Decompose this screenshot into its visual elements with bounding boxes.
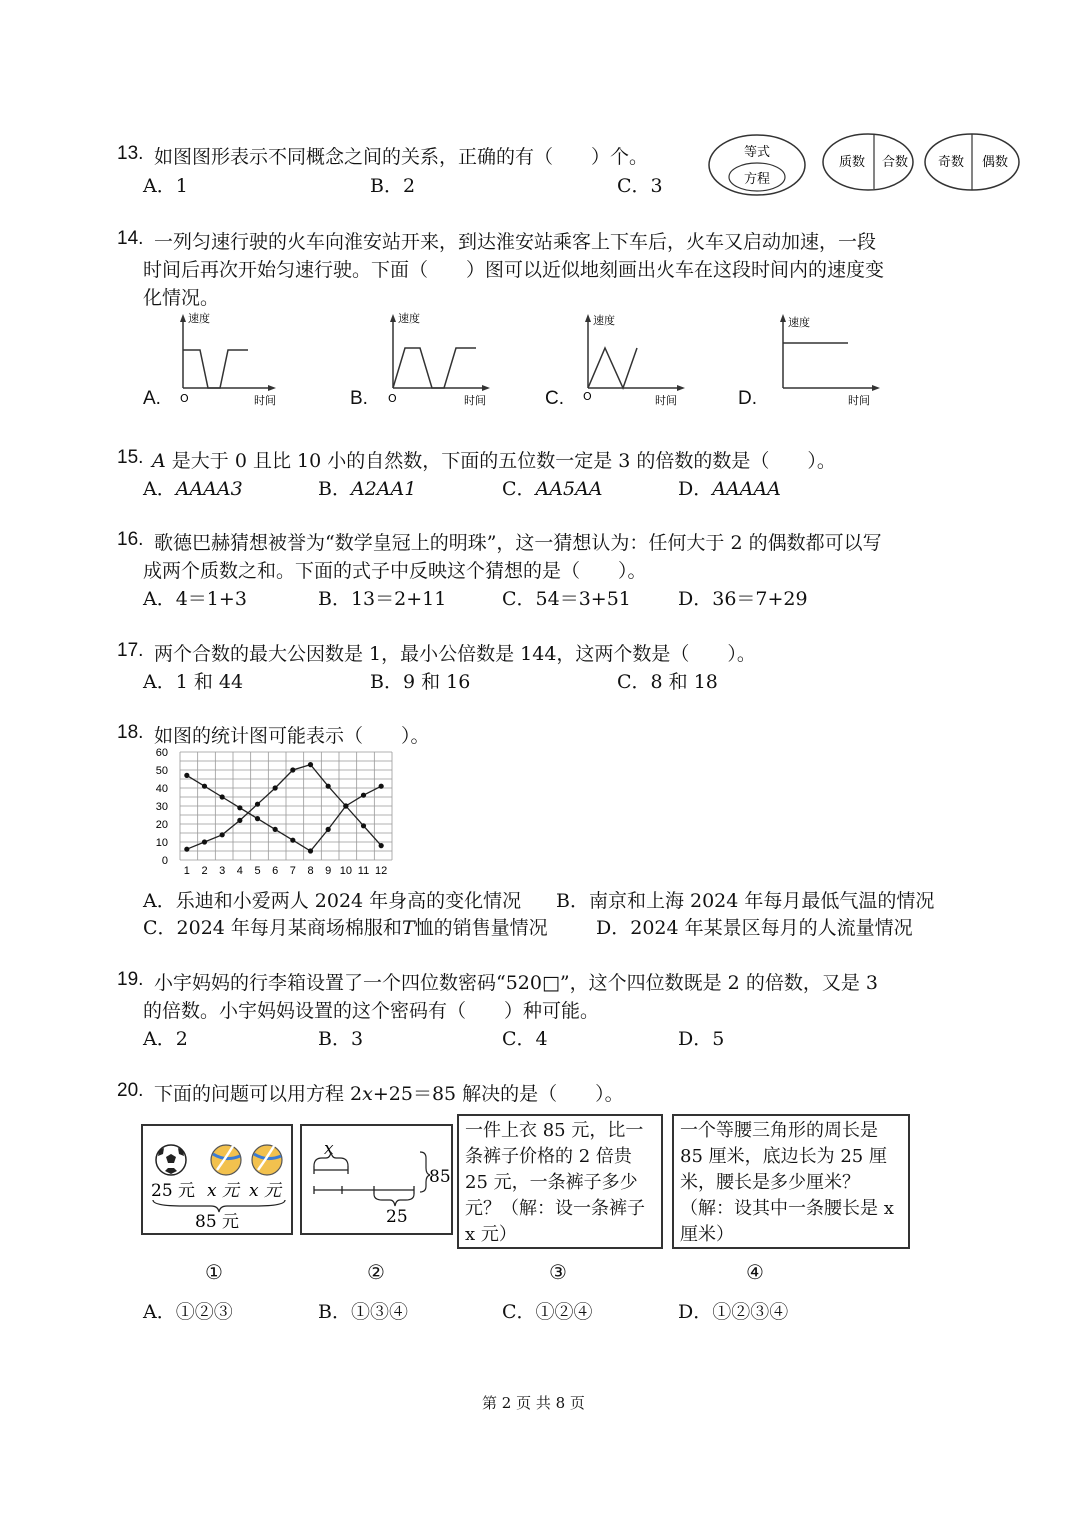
q18-option-d: D．2024 年某景区每月的人流量情况 [596,917,913,939]
q16-option-a: A．4＝1+3 [143,588,247,610]
q19-option-a: A．2 [143,1028,188,1050]
q20-stem: 下面的问题可以用方程 2x+25＝85 解决的是（ ）。 [154,1083,624,1105]
q18-line-chart [140,742,400,877]
q18-option-a: A．乐迪和小爱两人 2024 年身高的变化情况 [143,890,522,912]
graph-d-x-label: 时间 [848,394,870,407]
graph-b-origin: O [388,392,397,405]
graph-a-y-label: 速度 [188,312,210,325]
fig2-var: x [324,1139,334,1159]
fig1-price-2: x 元 [207,1181,239,1201]
q15-option-b: B．A2AA1 [318,478,417,500]
chart-point-s2-8 [308,762,313,767]
q14-option-a: A. [143,388,161,409]
fig1-total: 85 元 [195,1212,240,1232]
chart-point-s2-11 [361,823,366,828]
q18-option-b: B．南京和上海 2024 年每月最低气温的情况 [556,890,935,912]
q14-number: 14. [117,228,144,249]
q15-stem [152,446,836,473]
graph-a-origin: O [180,392,189,405]
q15-option-a: A．AAAA3 [143,478,243,500]
chart-xtick-label: 4 [236,865,243,877]
q20-option-a: A．①②③ [143,1301,233,1323]
fig2-side: 85 [429,1167,451,1187]
q14-graph-d [770,310,885,410]
q20-problem-3: 一件上衣 85 元，比一条裤子价格的 2 倍贵 25 元，一条裤子多少元？（解：设一条裤子 x 元） [457,1114,663,1249]
q16-option-c: C．54＝3+51 [502,588,631,610]
q15-stem-rest: 是大于 0 且比 10 小的自然数，下面的五位数一定是 3 的倍数的数是（ ）。 [171,450,836,472]
page-footer: 第 2 页 共 8 页 [482,1394,585,1412]
chart-xtick-label: 8 [307,865,314,877]
q13-venn-figure [700,132,1030,202]
q20-option-b: B．①③④ [318,1301,408,1323]
chart-series-line-2 [187,765,381,850]
chart-point-s1-5 [255,816,260,821]
q18-option-c: C．2024 年每月某商场棉服和T恤的销售量情况 [143,917,548,939]
q20-label-2: ② [367,1260,385,1284]
chart-xtick-label: 12 [375,865,388,877]
chart-xtick-label: 11 [357,865,370,877]
venn-even-label: 偶数 [981,155,1009,170]
q20-number: 20. [117,1080,144,1101]
chart-xtick-label: 7 [289,865,296,877]
chart-ytick-label: 30 [155,801,168,813]
chart-point-s2-3 [220,832,225,837]
chart-point-s2-4 [237,818,242,823]
q18-stem: 如图的统计图可能表示（ ）。 [154,725,430,747]
q15-option-d: D．AAAAA [678,478,781,500]
fig2-bottom: 25 [386,1207,408,1227]
q16-option-d: D．36＝7+29 [678,588,808,610]
q19-line2: 的倍数。小宇妈妈设置的这个密码有（ ）种可能。 [143,1000,600,1022]
q20-figure-1 [141,1124,293,1235]
q16-option-b: B．13＝2+11 [318,588,447,610]
chart-xtick-label: 3 [219,865,226,877]
chart-point-s2-6 [273,785,278,790]
volleyball-icon [252,1145,282,1175]
q14-line2: 时间后再次开始匀速行驶。下面（ ）图可以近似地刻画出火车在这段时间内的速度变 [143,259,885,281]
volleyball-icon [211,1145,241,1175]
chart-ytick-label: 10 [155,837,168,849]
q19-option-c: C．4 [502,1028,548,1050]
chart-ytick-label: 0 [161,855,168,867]
q17-option-a: A．1 和 44 [143,671,244,693]
chart-point-s2-5 [255,802,260,807]
graph-b-y-label: 速度 [398,312,420,325]
q19-number: 19. [117,969,144,990]
chart-point-s1-12 [379,784,384,789]
q17-number: 17. [117,640,144,661]
graph-c-origin: O [583,390,592,403]
graph-b-x-label: 时间 [464,394,486,407]
q13-number: 13. [117,143,144,164]
venn-odd-label: 奇数 [937,155,965,170]
chart-point-s1-9 [326,827,331,832]
q20-label-4: ④ [746,1260,764,1284]
chart-xtick-label: 10 [339,865,352,877]
chart-ytick-label: 40 [155,783,168,795]
q19-option-d: D．5 [678,1028,725,1050]
q20-problem-4: 一个等腰三角形的周长是 85 厘米，底边长为 25 厘米，腰长是多少厘米？（解：设其中一条腰长是 x 厘米） [672,1114,910,1249]
q17-stem: 两个合数的最大公因数是 1，最小公倍数是 144，这两个数是（ ）。 [154,643,756,665]
fig1-price-1: 25 元 [151,1181,196,1201]
q19-line1: 小宇妈妈的行李箱设置了一个四位数密码“520□”，这个四位数既是 2 的倍数，又是 3 [154,972,878,994]
chart-xtick-label: 5 [254,865,261,877]
q16-number: 16. [117,529,144,550]
venn-prime-label: 质数 [838,155,866,170]
q14-graph-b [380,310,495,410]
q15-option-c: C．AA5AA [502,478,603,500]
graph-c-y-label: 速度 [593,314,615,327]
q16-line1: 歌德巴赫猜想被誉为“数学皇冠上的明珠”，这一猜想认为：任何大于 2 的偶数都可以写 [154,532,882,554]
q14-option-c: C. [545,388,564,409]
q13-stem: 如图图形表示不同概念之间的关系，正确的有（ ）个。 [154,146,649,168]
graph-c-x-label: 时间 [655,394,677,407]
chart-xtick-label: 9 [325,865,332,877]
q13-option-a: A．1 [143,175,188,197]
chart-xtick-label: 1 [183,865,190,877]
q14-option-d: D. [738,388,757,409]
q14-line1: 一列匀速行驶的火车向淮安站开来，到达淮安站乘客上下车后，火车又启动加速，一段 [154,231,877,253]
q20-option-d: D．①②③④ [678,1301,789,1323]
chart-ytick-label: 60 [155,747,168,759]
fig1-price-3: x 元 [249,1181,281,1201]
chart-point-s1-1 [184,773,189,778]
q20-label-1: ① [205,1260,223,1284]
q15-stem-var: A [152,450,166,472]
chart-point-s1-7 [290,838,295,843]
chart-point-s2-9 [326,784,331,789]
q17-option-c: C．8 和 18 [617,671,718,693]
chart-point-s2-10 [343,803,348,808]
q14-graph-c [575,310,690,410]
chart-point-s2-1 [184,847,189,852]
graph-a-x-label: 时间 [254,394,276,407]
graph-d-y-label: 速度 [788,316,810,329]
chart-xtick-label: 2 [201,865,208,877]
chart-point-s1-4 [237,805,242,810]
q20-figure-2 [300,1124,453,1235]
q15-number: 15. [117,447,144,468]
venn-outer-label: 等式 [743,145,771,160]
chart-point-s2-2 [202,839,207,844]
q16-line2: 成两个质数之和。下面的式子中反映这个猜想的是（ ）。 [143,560,647,582]
q20-option-c: C．①②④ [502,1301,593,1323]
q20-label-3: ③ [549,1260,567,1284]
q14-graph-a [170,310,280,410]
chart-point-s1-8 [308,848,313,853]
chart-xtick-label: 6 [272,865,279,877]
q13-option-c: C．3 [617,175,663,197]
chart-ytick-label: 50 [155,765,168,777]
venn-inner-label: 方程 [743,172,771,187]
q18-number: 18. [117,722,144,743]
venn-composite-label: 合数 [881,155,909,170]
chart-point-s1-2 [202,784,207,789]
chart-point-s1-11 [361,793,366,798]
q14-line3: 化情况。 [143,287,220,309]
q19-option-b: B．3 [318,1028,364,1050]
q14-option-b: B. [350,388,368,409]
chart-point-s1-6 [273,827,278,832]
chart-point-s2-12 [379,843,384,848]
chart-point-s1-3 [220,794,225,799]
q13-option-b: B．2 [370,175,416,197]
chart-point-s2-7 [290,767,295,772]
chart-ytick-label: 20 [155,819,168,831]
q17-option-b: B．9 和 16 [370,671,471,693]
